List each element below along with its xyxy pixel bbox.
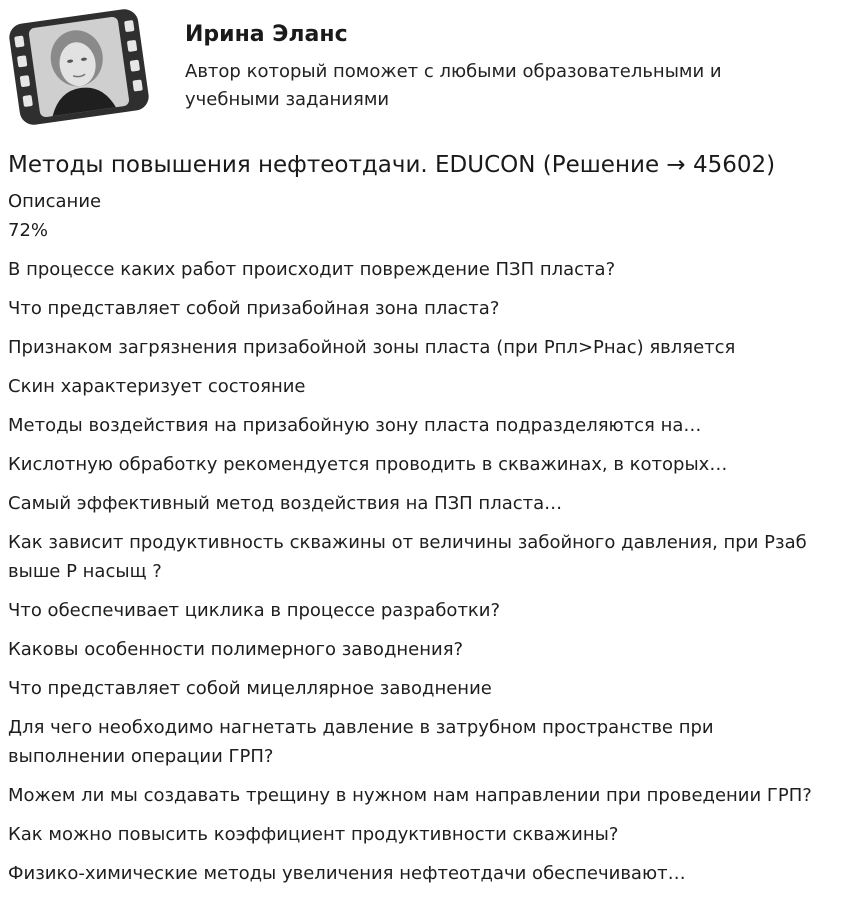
question-item: Кислотную обработку рекомендуется проводить в скважинах, в которых… — [8, 454, 728, 475]
author-avatar[interactable] — [8, 8, 151, 126]
question-item: Что представляет собой призабойная зона пласта? — [8, 298, 500, 319]
author-block — [8, 8, 828, 128]
question-item: Скин характеризует состояние — [8, 376, 306, 397]
question-item: Как можно повысить коэффициент продуктивности скважины? — [8, 824, 619, 845]
question-item: Можем ли мы создавать трещину в нужном нам направлении при проведении ГРП? — [8, 785, 812, 806]
question-item: Физико-химические методы увеличения нефтеотдачи обеспечивают… — [8, 863, 686, 884]
question-item: Самый эффективный метод воздействия на ПЗП пласта… — [8, 493, 563, 514]
question-item: В процессе каких работ происходит повреждение ПЗП пласта? — [8, 259, 616, 280]
question-item: Методы воздействия на призабойную зону пласта подразделяются на… — [8, 415, 702, 436]
progress-percent: 72% — [8, 220, 49, 241]
question-item: Что обеспечивает циклика в процессе разработки? — [8, 600, 501, 621]
question-item: Для чего необходимо нагнетать давление в затрубном пространстве при выполнении операции ГРП? — [8, 717, 714, 767]
question-list — [8, 255, 828, 898]
question-item: Как зависит продуктивность скважины от величины забойного давления, при Рзаб выше Р насыщ ? — [8, 532, 807, 582]
description-label: Описание — [8, 191, 102, 212]
question-item: Что представляет собой мицеллярное заводнение — [8, 678, 492, 699]
author-description: Автор который поможет с любыми образовательными и учебными заданиями — [185, 61, 722, 110]
question-item: Каковы особенности полимерного заводнения? — [8, 639, 464, 660]
question-item: Признаком загрязнения призабойной зоны пласта (при Рпл>Рнас) является — [8, 337, 736, 358]
page-title: Методы повышения нефтеотдачи. EDUCON (Решение → 45602) — [8, 152, 776, 178]
author-name[interactable]: Ирина Эланс — [185, 22, 348, 47]
